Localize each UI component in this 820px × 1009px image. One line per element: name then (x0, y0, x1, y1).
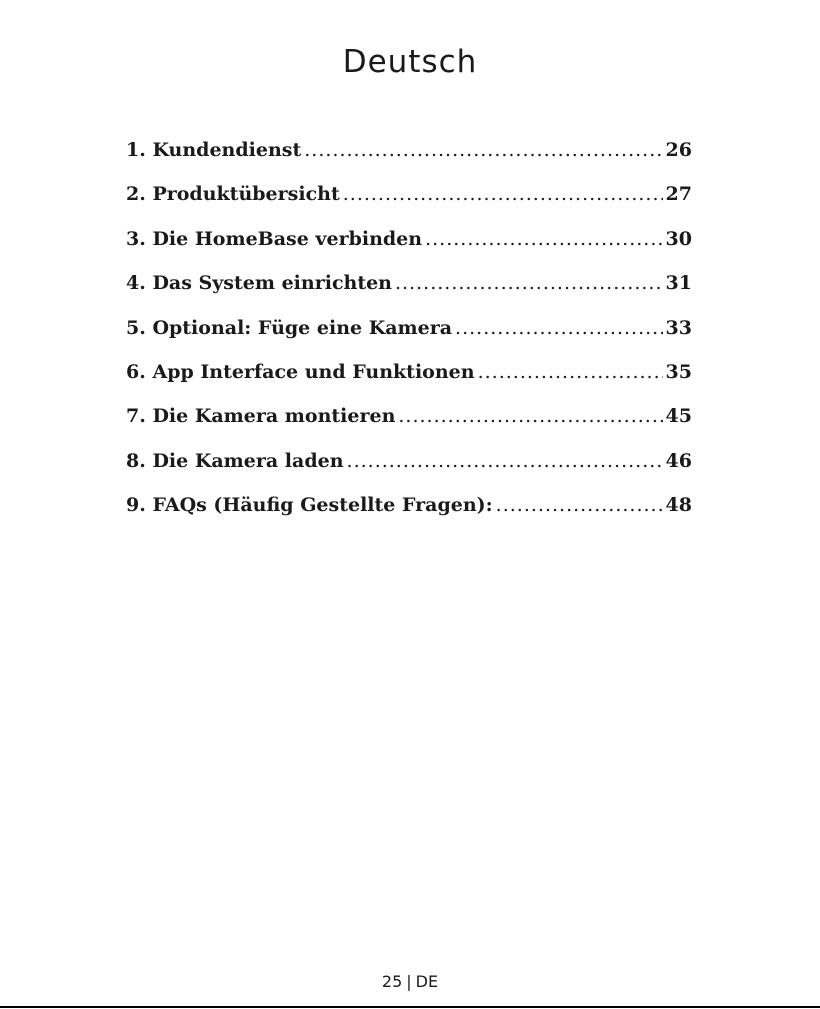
footer-separator: | (406, 972, 412, 991)
toc-entry-label: 6. App Interface und Funktionen (126, 360, 475, 383)
toc-entry-label: 2. Produktübersicht (126, 183, 340, 206)
toc-entry-faqs[interactable] (126, 494, 692, 538)
toc-leader-dots (347, 450, 663, 472)
toc-leader-dots (304, 139, 662, 161)
toc-leader-dots (478, 361, 663, 383)
toc-entry-page: 27 (665, 183, 692, 206)
toc-entry-label: 4. Das System einrichten (126, 272, 392, 295)
toc-entry-system-einrichten[interactable] (126, 272, 692, 316)
toc-entry-page: 31 (665, 272, 692, 295)
toc-leader-dots (496, 494, 663, 516)
table-of-contents (126, 139, 692, 539)
toc-entry-label: 5. Optional: Füge eine Kamera (126, 316, 453, 339)
bottom-divider (0, 1006, 820, 1008)
toc-entry-kamera-laden[interactable] (126, 450, 692, 494)
toc-entry-page: 26 (665, 139, 692, 161)
toc-leader-dots (455, 317, 663, 339)
toc-entry-page: 46 (665, 449, 692, 472)
footer-page-number: 25 (381, 972, 403, 991)
page-title: Deutsch (342, 44, 478, 80)
toc-entry-app-interface[interactable] (126, 361, 692, 405)
toc-entry-label: 3. Die HomeBase verbinden (126, 227, 423, 250)
toc-entry-page: 30 (665, 227, 692, 250)
toc-leader-dots (395, 272, 663, 294)
toc-entry-produktuebersicht[interactable] (126, 183, 692, 227)
toc-entry-page: 33 (665, 316, 692, 339)
toc-leader-dots (425, 228, 662, 250)
toc-entry-label: 9. FAQs (Häufig Gestellte Fragen): (126, 494, 493, 517)
toc-entry-kamera-montieren[interactable] (126, 405, 692, 449)
toc-entry-label: 8. Die Kamera laden (126, 449, 344, 472)
page-footer (0, 972, 820, 991)
toc-leader-dots (398, 405, 662, 427)
toc-entry-label: 7. Die Kamera montieren (126, 405, 396, 428)
toc-entry-page: 48 (665, 494, 692, 517)
toc-entry-kamera-hinzufuegen[interactable] (126, 317, 692, 361)
toc-entry-page: 45 (665, 405, 692, 428)
toc-entry-kundendienst[interactable] (126, 139, 692, 183)
toc-entry-page: 35 (665, 360, 692, 383)
toc-entry-homebase-verbinden[interactable] (126, 228, 692, 272)
toc-entry-label: 1. Kundendienst (126, 139, 302, 161)
footer-language: DE (415, 972, 439, 991)
toc-leader-dots (343, 183, 663, 205)
